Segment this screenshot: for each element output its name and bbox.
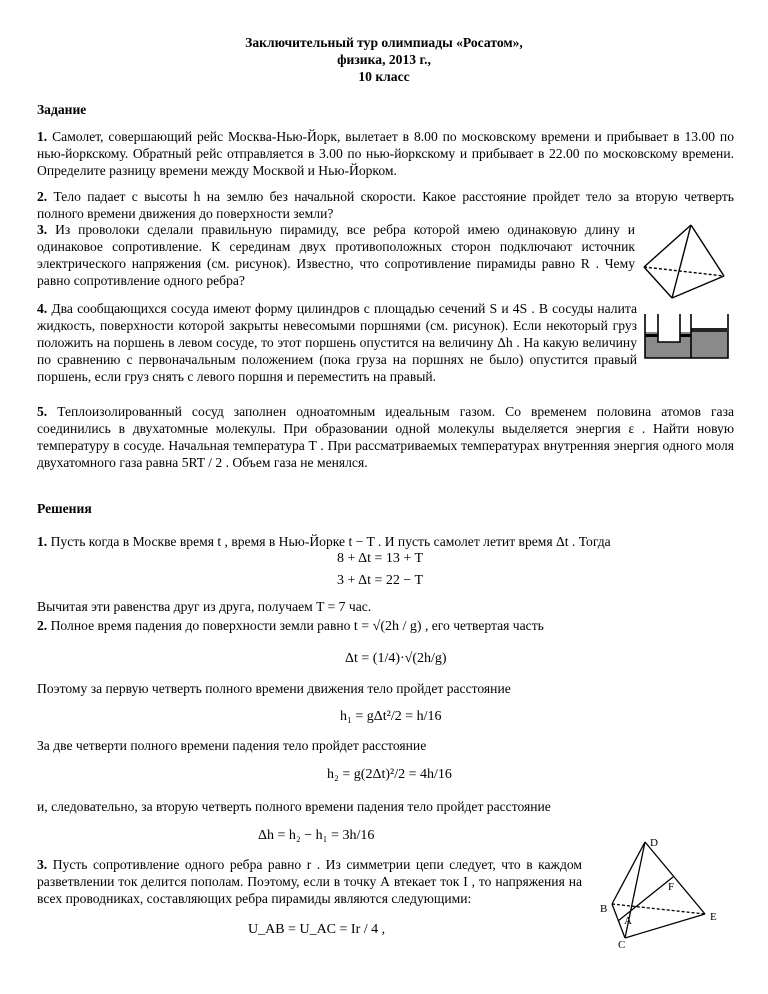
solution-3-number: 3. — [37, 857, 48, 872]
problem-4-number: 4. — [37, 301, 48, 316]
solution-1-intro — [37, 533, 737, 550]
solution-2-total-time: t = √(2h / g) — [353, 619, 422, 634]
task-heading: Задание — [37, 102, 87, 117]
problem-5-number: 5. — [37, 404, 48, 419]
label-B: B — [600, 903, 608, 915]
problem-3 — [37, 221, 635, 289]
solution-3-equation: U_AB = U_AC = Ir / 4 , — [248, 922, 386, 937]
problem-1-number: 1. — [37, 129, 48, 144]
title-line-2: физика, 2013 г., — [337, 52, 431, 67]
solution-1-text: Пусть когда в Москве время t , время в Нью-Йорке t − T . И пусть самолет летит время Δt . Тогда — [50, 534, 611, 549]
problem-4-text: Два сообщающихся сосуда имеют форму цилиндров с площадью сечений S и 4S . В сосуды налита жидкость, поверхности которой закрыты невесомыми поршнями (см. рисунок). Если некоторый груз положить на поршень в левом сосуде, то этот поршень опустится на величину Δh . На какую величину по сравнению с первоначальным положением (пока груза на поршнях не было) опустится правый поршень, если груз снять с левого поршня и переместить на правый. — [37, 301, 637, 384]
solution-1-number: 1. — [37, 534, 48, 549]
solution-2-text-e: и, следовательно, за вторую четверть полного времени падения тело пройдет расстояние — [37, 799, 551, 814]
title-line-3: 10 класс — [358, 69, 410, 84]
solution-2-text-c: Поэтому за первую четверть полного времени движения тело пройдет расстояние — [37, 681, 511, 696]
solution-3-text: Пусть сопротивление одного ребра равно r . Из симметрии цепи следует, что в каждом разветвлении ток делится пополам. Поэтому, если в точку А втекает ток I , то напряжения на всех проводниках, составляющих ребра пирамиды являются следующими: — [37, 857, 582, 906]
problem-2-text: Тело падает с высоты h на землю без начальной скорости. Какое расстояние пройдет тело за вторую четверть полного времени движения до поверхности земли? — [37, 189, 734, 221]
labeled-pyramid-figure — [598, 830, 733, 950]
solutions-heading: Решения — [37, 501, 92, 516]
solution-2-text-d: За две четверти полного времени падения тело пройдет расстояние — [37, 738, 427, 753]
solution-3 — [37, 856, 582, 907]
solution-1-equation-1: 8 + Δt = 13 + T — [337, 551, 424, 566]
problem-1 — [37, 128, 734, 179]
title-line-1: Заключительный тур олимпиады «Росатом», — [245, 35, 523, 50]
solution-2-quarter-time: Δt = (1/4)·√(2h/g) — [345, 651, 447, 666]
problem-3-number: 3. — [37, 222, 48, 237]
pyramid-figure — [640, 222, 730, 304]
solution-1-result: Вычитая эти равенства друг из друга, получаем T = 7 час. — [37, 599, 372, 614]
problem-5-text: Теплоизолированный сосуд заполнен одноатомным идеальным газом. Со временем половина атомов газа соединились в двухатомные молекулы. При образовании одной молекулы выделяется энергия ε . Найти новую температуру в сосуде. Начальная температура T . При рассматриваемых температурах внутренняя энергия одного моля двухатомного газа равна 5RT / 2 . Объем газа не менялся. — [37, 404, 734, 470]
solution-2-intro — [37, 617, 544, 635]
solution-2-text-b: , его четвертая часть — [424, 618, 544, 633]
problem-2 — [37, 188, 734, 222]
label-A: A — [624, 915, 632, 927]
solution-2-delta-h: Δh = h₂ − h₁ = 3h/16 — [258, 828, 375, 843]
solution-2-text-a: Полное время падения до поверхности земли равно — [50, 618, 351, 633]
solution-2-number: 2. — [37, 618, 48, 633]
problem-2-number: 2. — [37, 189, 48, 204]
solution-1-equation-2: 3 + Δt = 22 − T — [337, 573, 424, 588]
vessels-figure — [644, 312, 729, 360]
problem-5 — [37, 403, 734, 471]
solution-2-h1: h₁ = gΔt²/2 = h/16 — [340, 709, 442, 724]
label-D: D — [650, 837, 658, 849]
label-F: F — [668, 881, 675, 893]
problem-1-text: Самолет, совершающий рейс Москва-Нью-Йорк, вылетает в 8.00 по московскому времени и прибывает в 13.00 по нью-йоркскому. Обратный рейс отправляется в 3.00 по нью-йоркскому и прибывает в 22.00 по московскому времени. Определите разницу времени между Москвой и Нью-Йорком. — [37, 129, 734, 178]
label-C: C — [618, 939, 626, 950]
problem-4-part-a — [37, 300, 637, 385]
label-E: E — [710, 911, 717, 923]
solution-2-h2: h₂ = g(2Δt)²/2 = 4h/16 — [327, 767, 452, 782]
problem-3-text: Из проволоки сделали правильную пирамиду, все ребра которой имею одинаковую длину и одинаковое сопротивление. К серединам двух противоположных сторон подключают источник электрического напряжения (см. рисунок). Известно, что сопротивление пирамиды равно R . Чему равно сопротивление одного ребра? — [37, 222, 635, 288]
